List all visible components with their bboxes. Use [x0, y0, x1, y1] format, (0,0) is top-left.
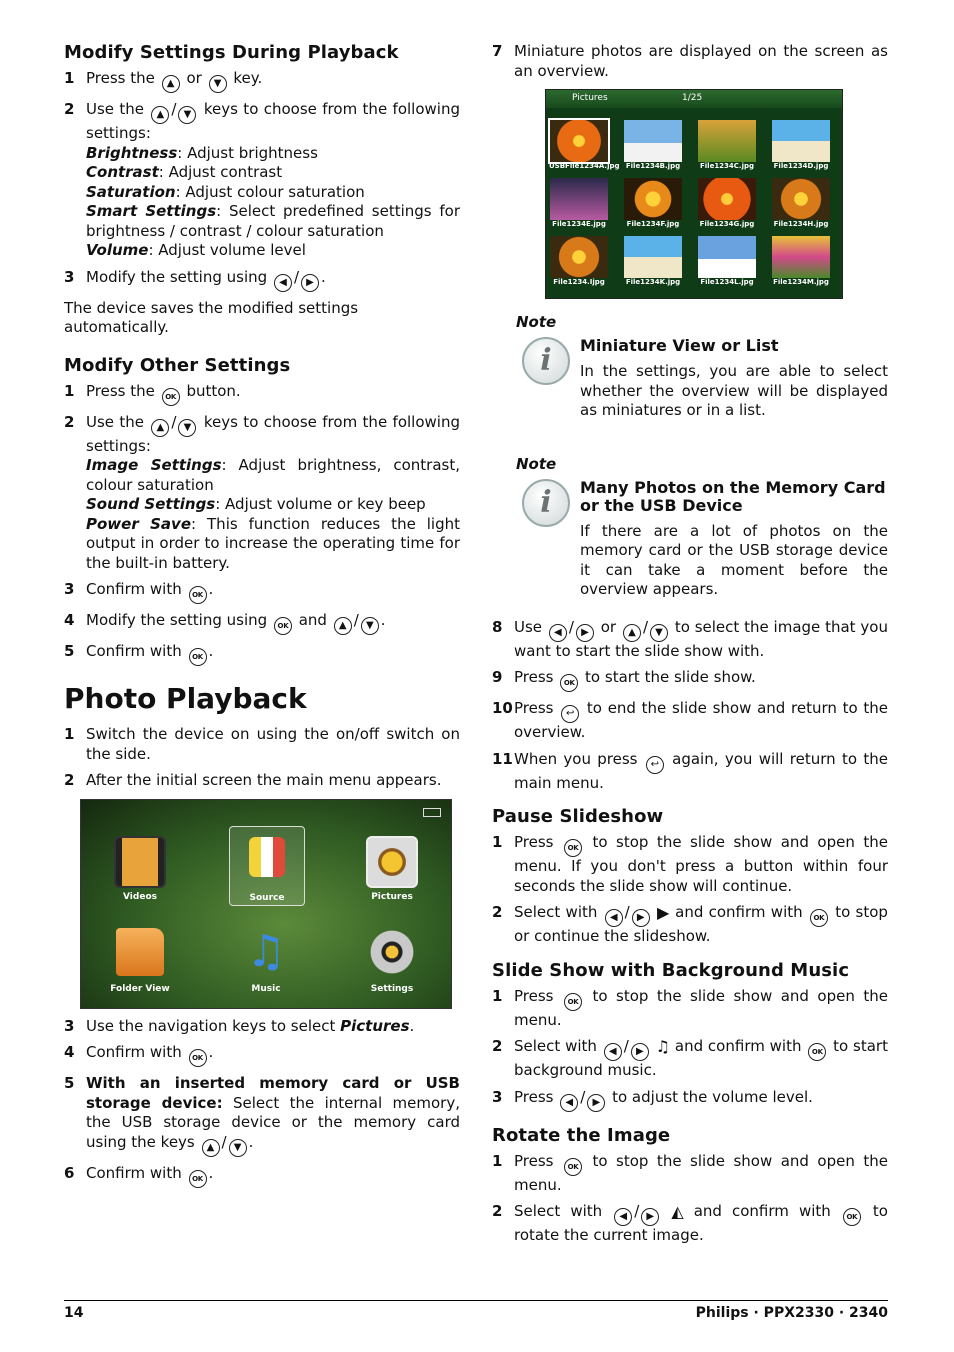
menu-tile-source: Source — [229, 826, 305, 906]
thumbnail-image — [698, 178, 756, 220]
note-title: Many Photos on the Memory Card or the USB Device — [580, 477, 886, 515]
step: 1 Press OK to stop the slide show and open the menu. — [492, 1151, 888, 1194]
thumbnail-image — [550, 236, 608, 278]
step: 4 Confirm with OK . — [64, 1043, 460, 1067]
thumbnail-image — [772, 178, 830, 220]
thumbnail[interactable] — [771, 178, 831, 234]
thumbnail-overview-screenshot — [545, 89, 843, 299]
step: 1 Press the OK button. — [64, 382, 460, 406]
left-column — [64, 42, 460, 1195]
ok-key-icon: OK — [564, 1158, 582, 1176]
thumbnail-filename: File1234D.jpg — [773, 162, 829, 170]
thumbnail-image — [772, 120, 830, 162]
step: 8 Use ◀ / ▶ or ▲ / ▼ to select the image that you want to start the slide show with. — [492, 617, 888, 660]
info-icon: i — [522, 479, 570, 527]
step: 3 Confirm with OK . — [64, 580, 460, 604]
gear-icon — [368, 928, 416, 976]
menu-tile-settings: Settings — [355, 922, 429, 996]
thumbnail[interactable] — [623, 120, 683, 176]
step: 1 Switch the device on using the on/off switch on the side. — [64, 725, 460, 763]
ok-key-icon: OK — [808, 1043, 826, 1061]
thumbnail-filename: File1234B.jpg — [625, 162, 681, 170]
ok-key-icon: OK — [274, 617, 292, 635]
down-key-icon: ▼ — [178, 419, 196, 437]
section-title-pause-slideshow: Pause Slideshow — [492, 806, 664, 827]
note-box — [492, 337, 888, 421]
thumbnail-filename: USBFile1234A.jpg — [549, 162, 620, 170]
step: 7 Miniature photos are displayed on the screen as an overview. — [492, 42, 888, 80]
thumbnail[interactable] — [549, 236, 609, 292]
thumbnail-filename: File1234G.jpg — [699, 220, 755, 228]
ok-key-icon: OK — [564, 839, 582, 857]
step: 4 Modify the setting using OK and ▲ / ▼ . — [64, 611, 460, 635]
up-key-icon: ▲ — [623, 624, 641, 642]
right-key-icon: ▶ — [301, 274, 319, 292]
up-key-icon: ▲ — [334, 617, 352, 635]
photo-icon — [366, 836, 418, 888]
ok-key-icon: OK — [564, 993, 582, 1011]
thumbnail-image — [698, 120, 756, 162]
step: 1 Press OK to stop the slide show and open the menu. If you don't press a button within four seconds the slide show will continue. — [492, 833, 888, 895]
note-label: Note — [516, 313, 557, 331]
step: 2 Use the ▲ / ▼ keys to choose from the following settings: Brightness: Adjust brightness Contrast: Adjust contrast Saturation: Adjust colour saturation Smart Settings: Select predefined settings for brightness / contrast / colour saturation Volume: Adjust volume level — [64, 100, 460, 259]
thumbnail[interactable] — [549, 178, 609, 234]
play-icon: ▶ — [657, 903, 670, 922]
note-box — [492, 479, 888, 600]
right-key-icon: ▶ — [587, 1094, 605, 1112]
music-note-icon: ♫ — [655, 1037, 671, 1056]
step: 5 Confirm with OK . — [64, 642, 460, 666]
thumbnail-image — [550, 120, 608, 162]
ok-key-icon: OK — [189, 648, 207, 666]
left-key-icon: ◀ — [560, 1094, 578, 1112]
thumbnail-image — [698, 236, 756, 278]
left-key-icon: ◀ — [605, 909, 623, 927]
ok-key-icon: OK — [162, 388, 180, 406]
thumbnail-image — [624, 236, 682, 278]
footer-divider — [64, 1300, 888, 1301]
note-body: If there are a lot of photos on the memory card or the USB storage device it can take a moment before the overview appears. — [580, 521, 888, 598]
thumbnail-filename: File1234E.jpg — [552, 220, 606, 228]
ok-key-icon: OK — [560, 674, 578, 692]
overview-header — [546, 90, 842, 108]
thumbnail-filename: File1234.Ijpg — [553, 278, 605, 286]
up-key-icon: ▲ — [151, 419, 169, 437]
down-key-icon: ▼ — [178, 106, 196, 124]
thumbnail[interactable] — [549, 120, 620, 176]
right-key-icon: ▶ — [632, 909, 650, 927]
down-key-icon: ▼ — [209, 75, 227, 93]
section-title-modify-settings-playback: Modify Settings During Playback — [64, 42, 399, 63]
ok-key-icon: OK — [810, 909, 828, 927]
step: 3 Press ◀ / ▶ to adjust the volume level. — [492, 1088, 888, 1112]
thumbnail[interactable] — [623, 178, 683, 234]
down-key-icon: ▼ — [229, 1139, 247, 1157]
step: 11 When you press ↩ again, you will return to the main menu. — [492, 749, 888, 792]
battery-icon — [423, 808, 441, 817]
thumbnail-image — [550, 178, 608, 220]
note-title: Miniature View or List — [580, 336, 779, 355]
chapter-title-photo-playback: Photo Playback — [64, 682, 307, 715]
back-key-icon: ↩ — [561, 705, 579, 723]
section-title-rotate-image: Rotate the Image — [492, 1124, 671, 1146]
thumbnail-image — [624, 120, 682, 162]
main-menu-screenshot — [80, 799, 452, 1009]
page-number: 14 — [64, 1305, 84, 1321]
product-name: Philips · PPX2330 · 2340 — [695, 1305, 888, 1321]
step: 9 Press OK to start the slide show. — [492, 668, 888, 692]
thumbnail-filename: File1234H.jpg — [773, 220, 829, 228]
menu-tile-music: ♫ Music — [229, 922, 303, 996]
thumbnail-filename: File1234M.jpg — [773, 278, 829, 286]
thumbnail[interactable] — [623, 236, 683, 292]
folder-icon — [116, 928, 164, 976]
thumbnail[interactable] — [697, 120, 757, 176]
step: 2 Select with ◀ / ▶ ♫ and confirm with OK to start background music. — [492, 1037, 888, 1079]
back-key-icon: ↩ — [646, 756, 664, 774]
right-key-icon: ▶ — [576, 624, 594, 642]
ok-key-icon: OK — [189, 1049, 207, 1067]
menu-tile-folder-view: Folder View — [103, 922, 177, 996]
up-key-icon: ▲ — [162, 75, 180, 93]
ok-key-icon: OK — [189, 586, 207, 604]
section-title-modify-other-settings: Modify Other Settings — [64, 354, 291, 376]
right-column — [492, 42, 888, 1253]
note-label: Note — [516, 454, 557, 473]
step: 2 Use the ▲ / ▼ keys to choose from the following settings: Image Settings: Adjust brightness, contrast, colour saturation Sound Settings: Adjust volume or key beep Power Save: This function reduces the light output in order to increase the operating time for the built-in battery. — [64, 412, 460, 572]
thumbnail-image — [772, 236, 830, 278]
step: 1 Press the ▲ or ▼ key. — [64, 69, 460, 93]
left-key-icon: ◀ — [614, 1208, 632, 1226]
music-note-icon: ♫ — [246, 925, 286, 977]
down-key-icon: ▼ — [650, 624, 668, 642]
thumbnail[interactable] — [771, 236, 831, 292]
left-key-icon: ◀ — [549, 624, 567, 642]
left-key-icon: ◀ — [274, 274, 292, 292]
thumbnail-filename: File1234F.jpg — [626, 220, 680, 228]
ok-key-icon: OK — [189, 1170, 207, 1188]
up-key-icon: ▲ — [202, 1139, 220, 1157]
step: 2 After the initial screen the main menu appears. — [64, 771, 442, 789]
menu-tile-videos: Videos — [103, 830, 177, 904]
av-cable-icon — [249, 837, 285, 877]
left-key-icon: ◀ — [604, 1043, 622, 1061]
step: 5 With an inserted memory card or USB storage device: Select the internal memory, the USB storage device or the memory card using the keys ▲ / ▼ . — [64, 1074, 460, 1157]
thumbnail[interactable] — [697, 236, 757, 292]
ok-key-icon: OK — [843, 1208, 861, 1226]
right-key-icon: ▶ — [641, 1208, 659, 1226]
step: 3 Modify the setting using ◀ / ▶ . — [64, 268, 460, 292]
step: 2 Select with ◀ / ▶ ▶ and confirm with OK to stop or continue the slideshow. — [492, 903, 888, 945]
section-title-background-music: Slide Show with Background Music — [492, 959, 850, 981]
step: 1 Press OK to stop the slide show and open the menu. — [492, 986, 888, 1029]
thumbnail-image — [624, 178, 682, 220]
film-icon — [114, 836, 166, 888]
step: 3 Use the navigation keys to select Pictures. — [64, 1016, 415, 1035]
paragraph: The device saves the modified settings automatically. — [64, 298, 359, 336]
right-key-icon: ▶ — [631, 1043, 649, 1061]
thumbnail-filename: File1234K.jpg — [625, 278, 681, 286]
step: 10 Press ↩ to end the slide show and return to the overview. — [492, 699, 888, 741]
thumbnail-filename: File1234L.jpg — [700, 278, 754, 286]
down-key-icon: ▼ — [361, 617, 379, 635]
note-body: In the settings, you are able to select whether the overview will be displayed as miniatures or in a list. — [580, 362, 888, 419]
overview-counter: 1/25 — [682, 93, 703, 103]
thumbnail-filename: File1234C.jpg — [699, 162, 755, 170]
overview-title: Pictures — [572, 93, 608, 103]
info-icon: i — [522, 337, 570, 385]
step: 6 Confirm with OK . — [64, 1164, 460, 1188]
up-key-icon: ▲ — [151, 106, 169, 124]
step: 2 Select with ◀ / ▶ ◭ and confirm with OK to rotate the current image. — [492, 1202, 888, 1244]
menu-tile-pictures: Pictures — [355, 830, 429, 904]
thumbnail[interactable] — [771, 120, 831, 176]
thumbnail[interactable] — [697, 178, 757, 234]
rotate-icon: ◭ — [671, 1202, 684, 1221]
